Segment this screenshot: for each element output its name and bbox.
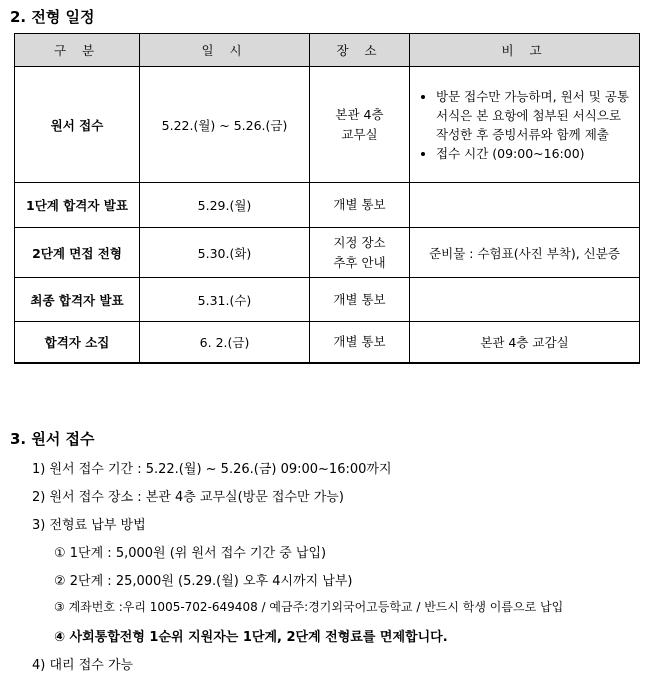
note-item: • 방문 접수만 가능하며, 원서 및 공통 서식은 본 요항에 첨부된 서식으로 작성한 후 증빙서류와 함께 제출 — [436, 87, 633, 144]
row-date: 5.30.(화) — [140, 228, 310, 278]
row-place — [310, 322, 410, 363]
row-notes — [410, 278, 640, 322]
table-row — [15, 67, 640, 183]
notes-list — [416, 87, 633, 163]
row-place — [310, 183, 410, 228]
row-category: 원서 접수 — [15, 67, 140, 183]
row-date: 5.22.(월) ~ 5.26.(금) — [140, 67, 310, 183]
row-notes: 준비물 : 수험표(사진 부착), 신분증 — [410, 228, 640, 278]
header-place: 장 소 — [310, 34, 410, 67]
row-date: 5.29.(월) — [140, 183, 310, 228]
row-category: 최종 합격자 발표 — [15, 278, 140, 322]
table-row — [15, 183, 640, 228]
application-place: 2) 원서 접수 장소 : 본관 4층 교무실(방문 접수만 가능) — [32, 490, 344, 505]
place-line: 지정 장소 — [333, 234, 386, 250]
place-line: 추후 안내 — [333, 254, 386, 270]
table-row — [15, 278, 640, 322]
row-date: 6. 2.(금) — [140, 322, 310, 363]
bank-account: ③ 계좌번호 :우리 1005-702-649408 / 예금주:경기외국어고등학교 / 반드시 학생 이름으로 납입 — [54, 600, 564, 614]
row-category: 1단계 합격자 발표 — [15, 183, 140, 228]
row-notes — [410, 67, 640, 183]
place-line: 교무실 — [341, 126, 378, 142]
row-place — [310, 67, 410, 183]
row-place — [310, 278, 410, 322]
note-item: • 접수 시간 (09:00~16:00) — [436, 144, 633, 163]
header-category: 구 분 — [15, 34, 140, 67]
application-period: 1) 원서 접수 기간 : 5.22.(월) ~ 5.26.(금) 09:00~16:00까지 — [32, 462, 392, 477]
header-notes: 비 고 — [410, 34, 640, 67]
section-3-title: 3. 원서 접수 — [10, 430, 95, 448]
table-row — [15, 228, 640, 278]
proxy-application: 4) 대리 접수 가능 — [32, 658, 134, 673]
row-notes — [410, 183, 640, 228]
fee-method-heading: 3) 전형료 납부 방법 — [32, 518, 146, 533]
place-line: 개별 통보 — [333, 197, 386, 212]
table-row — [15, 322, 640, 363]
row-notes: 본관 4층 교감실 — [410, 322, 640, 363]
row-category: 합격자 소집 — [15, 322, 140, 363]
table-header-row — [15, 34, 640, 67]
place-line: 개별 통보 — [333, 333, 386, 349]
row-date: 5.31.(수) — [140, 278, 310, 322]
header-date: 일 시 — [140, 34, 310, 67]
fee-stage-2: ② 2단계 : 25,000원 (5.29.(월) 오후 4시까지 납부) — [54, 574, 353, 589]
section-2-title: 2. 전형 일정 — [10, 8, 95, 26]
fee-stage-1: ① 1단계 : 5,000원 (위 원서 접수 기간 중 납입) — [54, 546, 327, 561]
place-line: 개별 통보 — [333, 291, 386, 307]
place-line: 본관 4층 — [335, 106, 384, 122]
row-place — [310, 228, 410, 278]
schedule-table — [14, 33, 640, 364]
fee-exemption: ④ 사회통합전형 1순위 지원자는 1단계, 2단계 전형료를 면제합니다. — [54, 630, 448, 645]
row-category: 2단계 면접 전형 — [15, 228, 140, 278]
